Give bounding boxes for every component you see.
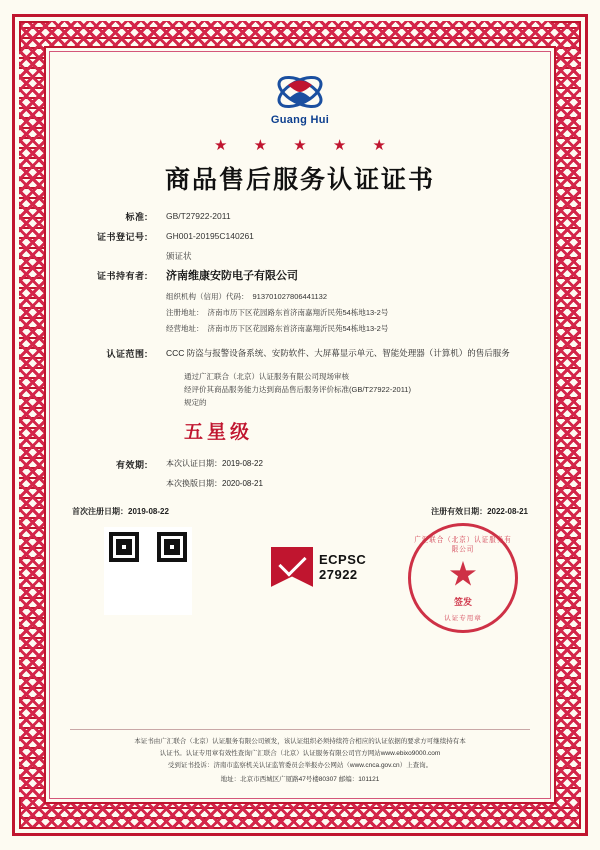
first-registration-date: 首次注册日期：2019-08-22 — [72, 506, 169, 516]
official-red-stamp — [408, 523, 518, 633]
evaluation-note — [70, 370, 530, 409]
field-reg-addr-value: 济南市历下区花园路东首济南嘉翔沂民苑54栋地13-2号 — [207, 308, 389, 318]
evaluation-note-line-3: 规定的 — [184, 398, 207, 408]
corner-ornament-bottom-right — [551, 799, 581, 829]
field-holder-label: 证书持有者: — [97, 271, 148, 282]
footer-line-2: 认证书。认证专用章有效性查询广汇联合（北京）认证服务有限公司官方网站www.ebixo9000.com — [159, 749, 441, 757]
stamp-star-icon: ★ — [447, 555, 479, 594]
stamp-top-text: 广汇联合（北京）认证服务有限公司 — [414, 536, 512, 554]
field-cert-no-label: 证书登记号: — [97, 232, 148, 242]
field-biz-addr-value: 济南市历下区花园路东首济南嘉翔沂民苑54栋地13-2号 — [207, 324, 389, 333]
stamp-issue-text: 签发 — [453, 596, 472, 607]
field-org-code-label: 组织机构（信用）代码： — [166, 292, 249, 302]
validity-row-1 — [70, 458, 530, 471]
certificate-content — [56, 58, 544, 792]
field-cert-no-sub-value: 颁证状 — [166, 251, 192, 261]
ecpsc-line-2: 27922 — [319, 566, 358, 582]
validity-row-2-value: 2020-08-21 — [222, 479, 263, 489]
ecpsc-line-1: ECPSC — [319, 551, 367, 567]
ecpsc-checkmark-icon — [271, 547, 313, 587]
field-holder-value: 济南维康安防电子有限公司 — [166, 270, 298, 283]
field-reg-addr — [166, 308, 530, 319]
registration-expiry-date: 注册有效日期：2022-08-21 — [431, 506, 528, 516]
field-biz-addr — [166, 324, 530, 335]
corner-ornament-top-left — [19, 21, 49, 51]
atom-swirl-logo-icon — [274, 72, 326, 112]
validity-row-1-label: 本次认证日期： — [166, 459, 222, 469]
field-biz-addr-label: 经营地址： — [166, 324, 204, 333]
ecpsc-text — [313, 552, 366, 582]
corner-ornament-top-right — [551, 21, 581, 51]
validity-row-2-label: 本次换版日期： — [166, 479, 222, 489]
validity-block — [56, 458, 544, 490]
ecpsc-mark — [271, 547, 366, 587]
stamp-bottom-text: 认证专用章 — [444, 614, 482, 622]
field-holder — [70, 269, 530, 285]
field-company-details — [70, 292, 530, 340]
field-scope-value: CCC 防盗与报警设备系统、安防软件、大屏幕显示单元、智能处理器（计算机）的售后服务 — [166, 347, 510, 358]
logo-block — [56, 58, 544, 126]
field-org-code — [166, 292, 530, 303]
grade-value: 五星级 — [184, 422, 254, 444]
logo-brand-text: Guang Hui — [270, 114, 330, 126]
footer-line-1: 本证书由广汇联合（北京）认证服务有限公司颁发，该认证组织必须持续符合相应的认证依据的要求方可继续持有本 — [134, 737, 466, 745]
evaluation-note-line-2: 经评价其商品服务能力达到商品售后服务评价标准(GB/T27922-2011) — [184, 385, 411, 394]
field-scope-label: 认证范围: — [106, 348, 148, 359]
field-standard-label: 标准: — [125, 212, 148, 222]
validity-row-2 — [70, 478, 530, 490]
footer-note — [70, 729, 530, 786]
field-reg-addr-label: 注册地址： — [166, 308, 204, 318]
field-list — [56, 210, 544, 444]
field-cert-no-value: GH001-20195C140261 — [166, 231, 254, 241]
footer-line-3: 受到证书投诉：济南市监察机关认证监管委员会举报办公网站（www.cnca.gov.cn）上查询。 — [167, 761, 433, 769]
footer-address: 地址：北京市西城区广厦路47号楼80307 邮编：101121 — [220, 775, 380, 783]
qr-code[interactable] — [104, 527, 192, 615]
field-standard-value: GB/T27922-2011 — [166, 211, 231, 221]
validity-row-1-content — [166, 458, 530, 470]
field-cert-no — [70, 230, 530, 243]
validity-row-1-value: 2019-08-22 — [222, 459, 263, 469]
validity-row-2-content — [166, 478, 530, 490]
registration-dates — [56, 506, 544, 517]
star-rating-row: ★ ★ ★ ★ ★ — [214, 137, 397, 154]
field-standard — [70, 210, 530, 223]
seal-area — [56, 523, 544, 635]
field-org-code-value: 913701027806441132 — [252, 292, 328, 302]
evaluation-note-line-1: 通过广汇联合（北京）认证服务有限公司现场审核 — [184, 371, 349, 381]
field-cert-no-sub — [70, 250, 530, 262]
page-title: 商品售后服务认证证书 — [164, 166, 435, 194]
corner-ornament-bottom-left — [19, 799, 49, 829]
field-company-details-value — [166, 292, 530, 340]
validity-label: 有效期: — [116, 460, 148, 471]
field-scope — [70, 347, 530, 360]
